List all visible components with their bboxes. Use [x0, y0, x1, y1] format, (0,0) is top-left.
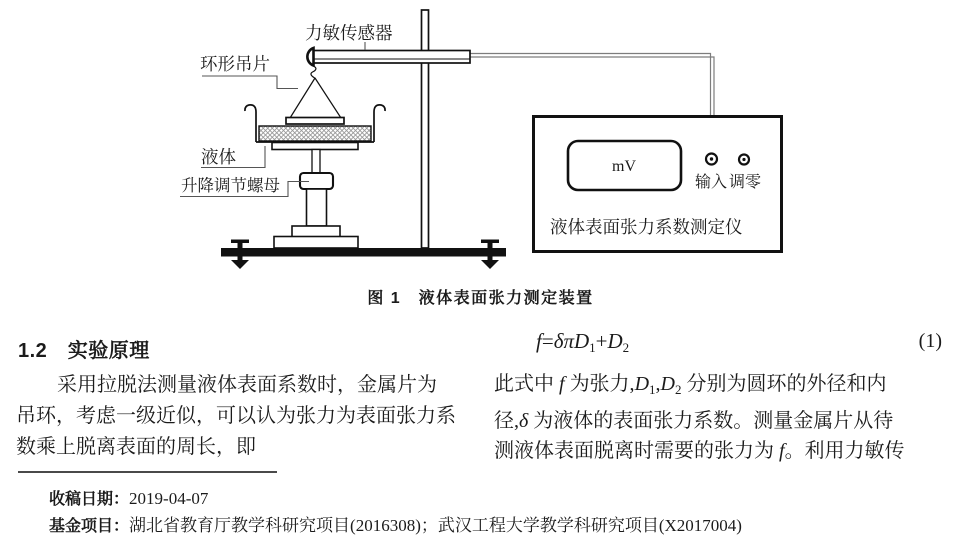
stand-base-bar — [221, 248, 506, 257]
zero-jack-label: 调零 — [728, 174, 762, 191]
section-heading: 1.2 实验原理 — [18, 340, 150, 362]
sensor-rod — [312, 51, 470, 64]
paragraph-line: 此式中 f 为张力$,D_1,D_2$ 分别为圆环的外径和内 — [494, 373, 887, 397]
ring-plate-label: 环形吊片 — [200, 54, 270, 74]
paragraph-line: 测液体表面脱离时需要的张力为 f。利用力敏传 — [494, 440, 905, 462]
instrument-name: 液体表面张力系数测定仪 — [550, 217, 743, 237]
paragraph-line: 吊环，考虑一级近似，可以认为张力为表面张力系 — [16, 405, 456, 427]
paragraph-line: 径,δ 为液体的表面张力系数。测量金属片从待 — [494, 409, 894, 432]
input-jack-label: 输入 — [694, 174, 728, 191]
hanging-ring-plate — [286, 78, 344, 124]
equation-row — [494, 329, 944, 360]
force-sensor-label: 力敏传感器 — [305, 23, 393, 43]
figure-caption: 图 1 液体表面张力测定装置 — [367, 290, 594, 307]
equation: f=δπD1+D2 — [536, 329, 630, 355]
equation-number: (1) — [918, 330, 942, 352]
sensor-hook-icon — [311, 66, 316, 79]
meter-display-unit: mV — [612, 158, 636, 175]
lifting-platform — [272, 143, 358, 249]
stand-pole — [422, 10, 429, 248]
zero-jack-icon — [739, 155, 749, 165]
left-column — [16, 334, 476, 463]
fund-project-note: 基金项目：湖北省教育厅教学科研究项目(2016308)；武汉工程大学教学科研究项目(X2017004) — [49, 516, 742, 535]
received-date-note: 收稿日期：2019-04-07 — [49, 489, 209, 508]
sensor-arm — [307, 48, 470, 79]
paragraph-line: 数乘上脱离表面的周长，即 — [16, 436, 256, 458]
tension-meter — [534, 117, 782, 252]
ring-plate-leader — [202, 76, 298, 89]
right-paragraph — [494, 369, 944, 467]
right-column — [494, 329, 944, 467]
paragraph-line: 采用拉脱法测量液体表面系数时，金属片为 — [57, 374, 437, 396]
liquid-surface — [259, 126, 371, 141]
liquid-label: 液体 — [201, 147, 236, 167]
footnote-divider — [18, 471, 277, 473]
adjust-nut-label: 升降调节螺母 — [181, 176, 280, 195]
input-jack-icon — [706, 154, 717, 165]
left-paragraph — [16, 370, 476, 463]
sensor-cap — [307, 48, 313, 66]
